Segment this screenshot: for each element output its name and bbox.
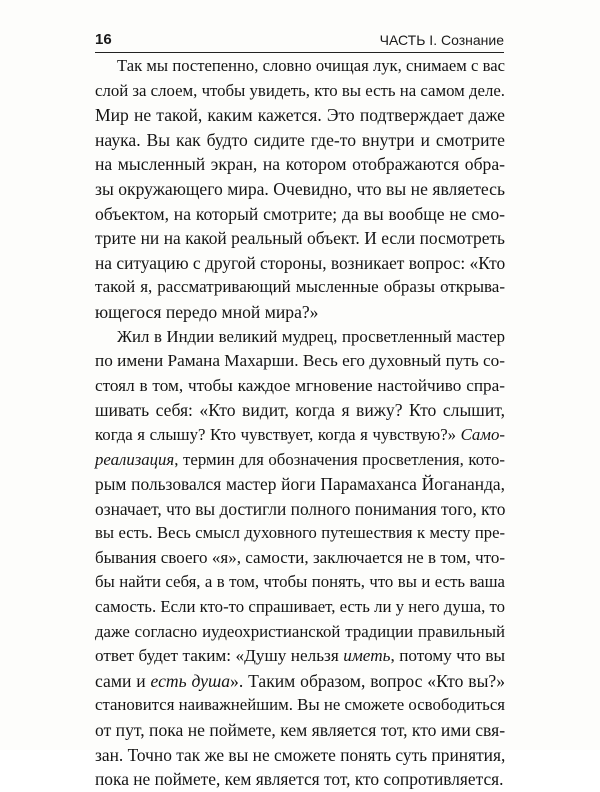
text-line: ответ будет таким: «Душу нельзя иметь, потому что вы	[95, 646, 505, 666]
text-line: на ситуацию с другой стороны, возникает вопрос: «Кто	[95, 252, 506, 273]
header-rule	[95, 52, 504, 53]
italic-term: иметь	[343, 646, 391, 666]
text-line: шивать себя: «Кто видит, когда я вижу? Кто слышит,	[95, 400, 505, 421]
text-line: когда я слышу? Кто чувствует, когда я чувствую?» Само-	[95, 424, 505, 444]
text-line: зан. Точно так же вы не сможете понять суть принятия,	[95, 744, 506, 765]
text-line: от пут, пока не поймете, кем является тот, кто ими свя-	[95, 720, 506, 741]
italic-term: есть душа	[150, 670, 231, 691]
italic-term: реализация	[95, 449, 175, 469]
text-line: реализация, термин для обозначения просветления, кото-	[95, 449, 505, 469]
text-line: вы есть. Весь смысл духовного путешествия к месту пре-	[95, 523, 505, 543]
running-head: ЧАСТЬ I. Сознание	[379, 32, 504, 48]
page-header	[95, 22, 504, 48]
text-line: рым пользовался мастер йоги Парамаханса Йогананда,	[95, 474, 505, 495]
text-line: означает, что вы достигли полного понимания того, кто	[95, 498, 506, 519]
text-line: бывания своего «я», самости, заключается не в том, что-	[95, 547, 505, 567]
italic-term: Само-	[460, 424, 505, 444]
text-line: на мысленный экран, на котором отображаются обра-	[95, 154, 505, 175]
text-line: зы окружающего мира. Очевидно, что вы не являетесь	[95, 178, 505, 199]
text-line: трите ни на какой реальный объект. И если посмотреть	[95, 228, 505, 249]
page-number: 16	[95, 31, 112, 48]
text-line: стоял в том, чтобы каждое мгновение настойчиво спра-	[95, 375, 505, 395]
text-line: такой я, рассматривающий мысленные образы открыва-	[95, 277, 505, 297]
text-line: становится наиважнейшим. Вы не сможете освободиться	[95, 695, 505, 715]
text-line: наука. Вы как будто сидите где-то внутри и смотрите	[95, 129, 505, 150]
text-line: сами и есть душа». Таким образом, вопрос «Кто вы?»	[95, 670, 505, 691]
text-line: слой за слоем, чтобы увидеть, кто вы есть на самом деле.	[95, 80, 505, 100]
text-line: по имени Рамана Махарши. Весь его духовный путь со-	[95, 351, 505, 371]
text-line: бы найти себя, а в том, чтобы понять, что вы и есть ваша	[95, 572, 505, 592]
text-line: объектом, на который смотрите; да вы вообще не смо-	[95, 203, 505, 224]
text-line: Так мы постепенно, словно очищая лук, снимаем с вас	[117, 56, 505, 75]
text-line: ющегося передо мной мира?»	[95, 301, 319, 322]
text-line: пока не поймете, кем является тот, кто сопротивляется.	[95, 769, 504, 790]
text-line: Мир не такой, каким кажется. Это подтверждает даже	[95, 105, 505, 126]
text-line: даже согласно иудеохристианской традиции правильный	[95, 621, 505, 641]
text-line: самость. Если кто-то спрашивает, есть ли у него душа, то	[95, 597, 505, 617]
body-text	[95, 54, 505, 792]
text-line: Жил в Индии великий мудрец, просветленный мастер	[117, 326, 505, 346]
